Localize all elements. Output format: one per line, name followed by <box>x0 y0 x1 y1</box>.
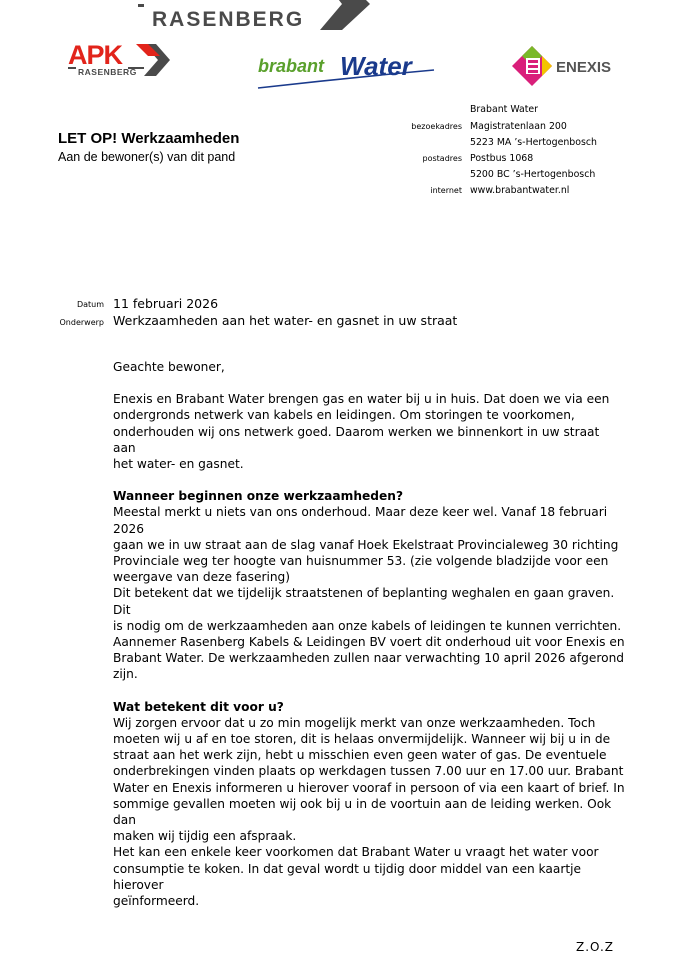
sender-name: Brabant Water <box>470 104 539 115</box>
visit-address-label: bezoekadres <box>411 122 462 131</box>
section1-line: weergave van deze fasering) <box>113 570 291 585</box>
visit-address-line1: Magistratenlaan 200 <box>470 121 567 132</box>
subject-label: Onderwerp <box>59 318 104 327</box>
section2-line: onderbrekingen vinden plaats op werkdagen tussen 7.00 uur en 17.00 uur. Brabant <box>113 764 624 779</box>
greeting: Geachte bewoner, <box>113 360 225 374</box>
date-label: Datum <box>76 300 104 309</box>
intro-paragraph <box>113 391 625 472</box>
section2-line: straat aan het werk zijn, hebt u misschien even geen water of gas. De eventuele <box>113 748 607 763</box>
section2-line: moeten wij u af en toe storen, dit is helaas onvermijdelijk. Wanneer wij bij u in de <box>113 732 611 747</box>
intro-line: onderhouden wij ons netwerk goed. Daarom werken we binnenkort in uw straat aan <box>113 424 600 455</box>
intro-line: het water- en gasnet. <box>113 457 244 472</box>
section1-line: Aannemer Rasenberg Kabels & Leidingen BV voert dit onderhoud uit voor Enexis en <box>113 635 625 650</box>
turn-over-note: Z.O.Z <box>575 940 614 954</box>
apk-top-sub: RASENBERG <box>152 8 305 31</box>
enexis-word: ENEXIS <box>556 59 612 76</box>
section1-line: Dit betekent dat we tijdelijk straatstenen of beplanting weghalen en gaan graven. Dit <box>113 586 615 617</box>
postal-address-line2: 5200 BC ’s-Hertogenbosch <box>470 169 596 180</box>
enexis-logo <box>510 44 620 88</box>
apk-rasenberg-logo-top <box>130 0 380 34</box>
section1-line: gaan we in uw straat aan de slag vanaf Hoek Ekelstraat Provincialeweg 30 richting <box>113 537 619 552</box>
intro-line: ondergronds netwerk van kabels en leidingen. Om storingen te voorkomen, <box>113 408 575 423</box>
section2-line: consumptie te koken. In dat geval wordt u tijdig door middel van een kaartje hierover <box>113 861 581 892</box>
section1-line: zijn. <box>113 667 138 682</box>
water-word: Water <box>340 51 412 81</box>
brabant-word: brabant <box>258 56 325 76</box>
letter-date: 11 februari 2026 <box>113 296 219 311</box>
postal-address-label: postadres <box>422 154 462 163</box>
section2-line: Water en Enexis informeren u hierover vooraf in persoon of via een kaart of brief. In <box>113 780 625 795</box>
section2-line: maken wij tijdig een afspraak. <box>113 829 297 844</box>
brabant-water-logo <box>256 48 438 92</box>
section2-line: Wij zorgen ervoor dat u zo min mogelijk merkt van onze werkzaamheden. Toch <box>113 715 596 730</box>
section1-line: is nodig om de werkzaamheden aan onze kabels of leidingen te kunnen verrichten. <box>113 618 622 633</box>
website-link[interactable]: www.brabantwater.nl <box>470 185 570 196</box>
section1-paragraph <box>113 504 625 682</box>
apk-logo-sub: RASENBERG <box>78 67 137 77</box>
letter-subtitle: Aan de bewoner(s) van dit pand <box>58 150 236 164</box>
visit-address-line2: 5223 MA ’s-Hertogenbosch <box>470 137 597 148</box>
internet-label: internet <box>430 186 462 195</box>
letter-body <box>113 359 625 909</box>
apk-rasenberg-logo <box>66 40 176 82</box>
section2-line: Het kan een enkele keer voorkomen dat Brabant Water u vraagt het water voor <box>113 845 599 860</box>
section2-paragraph <box>113 715 625 909</box>
section2-heading: Wat betekent dit voor u? <box>113 699 284 714</box>
section1-line: Brabant Water. De werkzaamheden zullen naar verwachting 10 april 2026 afgerond <box>113 651 625 666</box>
section1-heading: Wanneer beginnen onze werkzaamheden? <box>113 489 404 504</box>
letter-subject: Werkzaamheden aan het water- en gasnet in uw straat <box>113 313 458 328</box>
section2-line: geïnformeerd. <box>113 894 200 909</box>
section2-line: sommige gevallen moeten wij ook bij u in de voortuin aan de leiding werken. Ook dan <box>113 796 612 828</box>
apk-logo-text: APK <box>68 40 123 70</box>
letter-title: LET OP! Werkzaamheden <box>58 130 240 147</box>
section1-line: Provinciale weg ter hoogte van huisnummer 53. (zie volgende bladzijde voor een <box>113 554 609 569</box>
intro-line: Enexis en Brabant Water brengen gas en water bij u in huis. Dat doen we via een <box>113 392 610 407</box>
section1-line: Meestal merkt u niets van ons onderhoud. Maar deze keer wel. Vanaf 18 februari 2026 <box>113 505 608 536</box>
postal-address-line1: Postbus 1068 <box>470 153 534 164</box>
